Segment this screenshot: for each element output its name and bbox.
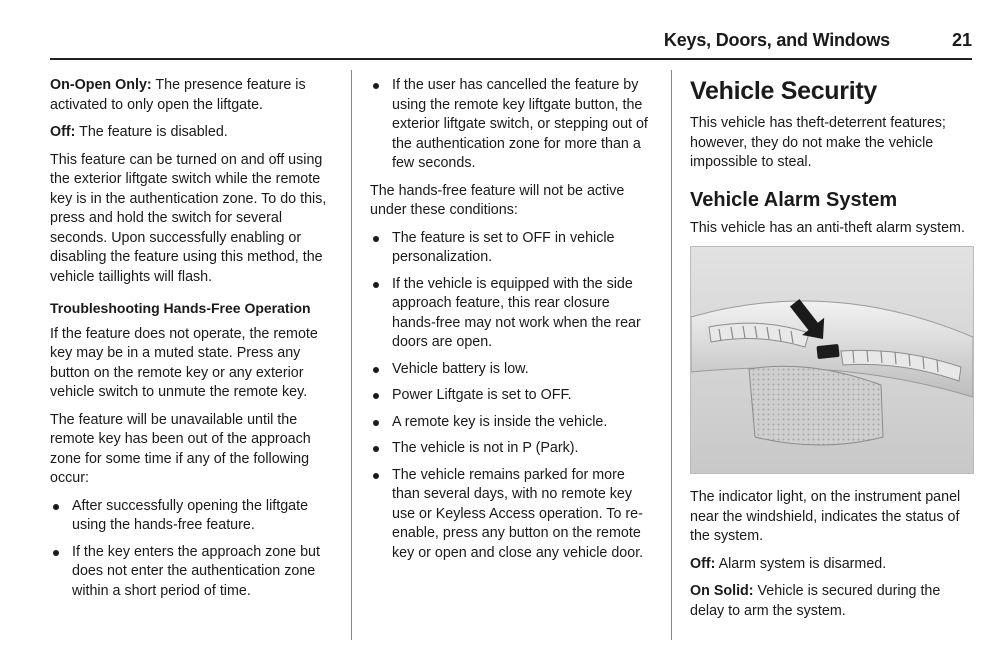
list-item: If the user has cancelled the feature by using the remote key liftgate button, the exterior liftgate switch, or stepping out of the authentication zone for more than a few seconds.	[370, 76, 655, 174]
list-item: After successfully opening the liftgate using the hands-free feature.	[50, 497, 335, 536]
alarm-on-solid-paragraph	[690, 582, 974, 621]
list-item: A remote key is inside the vehicle.	[370, 413, 655, 433]
column-divider-2	[671, 70, 672, 640]
continued-conditions-list	[370, 76, 655, 174]
column-2	[370, 76, 655, 571]
list-item: The vehicle is not in P (Park).	[370, 439, 655, 459]
list-item: Power Liftgate is set to OFF.	[370, 386, 655, 406]
alarm-on-solid-label: On Solid:	[690, 583, 754, 599]
indicator-light-illustration	[690, 246, 974, 474]
list-item: If the vehicle is equipped with the side approach feature, this rear closure hands-free may not work when the rear doors are open.	[370, 275, 655, 353]
list-item: Vehicle battery is low.	[370, 360, 655, 380]
alarm-off-paragraph	[690, 555, 974, 575]
list-item: If the key enters the approach zone but does not enter the authentication zone within a short period of time.	[50, 543, 335, 602]
troubleshooting-heading: Troubleshooting Hands-Free Operation	[50, 300, 311, 316]
off-paragraph	[50, 123, 335, 143]
off-label: Off:	[50, 124, 76, 140]
on-open-only-text: The presence feature is activated to only open the liftgate.	[50, 77, 306, 113]
indicator-light-paragraph: The indicator light, on the instrument panel near the windshield, indicates the status of the system.	[690, 489, 961, 544]
not-active-conditions-list	[370, 229, 655, 564]
alarm-off-text: Alarm system is disarmed.	[715, 555, 887, 572]
alarm-system-paragraph: This vehicle has an anti-theft alarm system.	[690, 219, 965, 236]
on-open-only-label: On-Open Only:	[50, 77, 152, 93]
column-divider-1	[351, 70, 352, 640]
page-header	[50, 26, 972, 60]
alarm-off-label: Off:	[690, 555, 716, 572]
vehicle-security-heading: Vehicle Security	[690, 77, 877, 105]
page-number: 21	[951, 30, 972, 50]
column-3	[690, 76, 974, 629]
off-text: The feature is disabled.	[75, 124, 228, 140]
muted-state-paragraph: If the feature does not operate, the remote key may be in a muted state. Press any button on the remote key or any exterior vehicle switch to unmute the remote key.	[50, 325, 318, 400]
switch-paragraph: This feature can be turned on and off using the exterior liftgate switch while the remote key is in the authentication zone. To do this, press and hold the switch for several seconds. Upon successfully enabling or disabling the feature using this method, the vehicle taillights will flash.	[50, 151, 327, 285]
list-item: The feature is set to OFF in vehicle personalization.	[370, 229, 655, 268]
header-section-title: Keys, Doors, and Windows	[663, 30, 890, 50]
alarm-on-solid-text: Vehicle is secured during the delay to arm the system.	[690, 583, 941, 619]
unavailable-conditions-list	[50, 497, 335, 602]
on-open-only-paragraph	[50, 76, 335, 115]
column-1	[50, 76, 335, 609]
dashboard-illustration	[691, 247, 973, 473]
not-active-paragraph: The hands-free feature will not be active under these conditions:	[370, 182, 625, 218]
unavailable-paragraph: The feature will be unavailable until the remote key has been out of the approach zone for some time if any of the following occur:	[50, 411, 311, 486]
list-item: The vehicle remains parked for more than several days, with no remote key use or Keyless Access operation. To re-enable, press any button on the remote key or open and close any vehicle door.	[370, 466, 655, 564]
theft-deterrent-paragraph: This vehicle has theft-deterrent features; however, they do not make the vehicle impossible to steal.	[690, 115, 946, 170]
alarm-system-heading: Vehicle Alarm System	[690, 188, 898, 211]
